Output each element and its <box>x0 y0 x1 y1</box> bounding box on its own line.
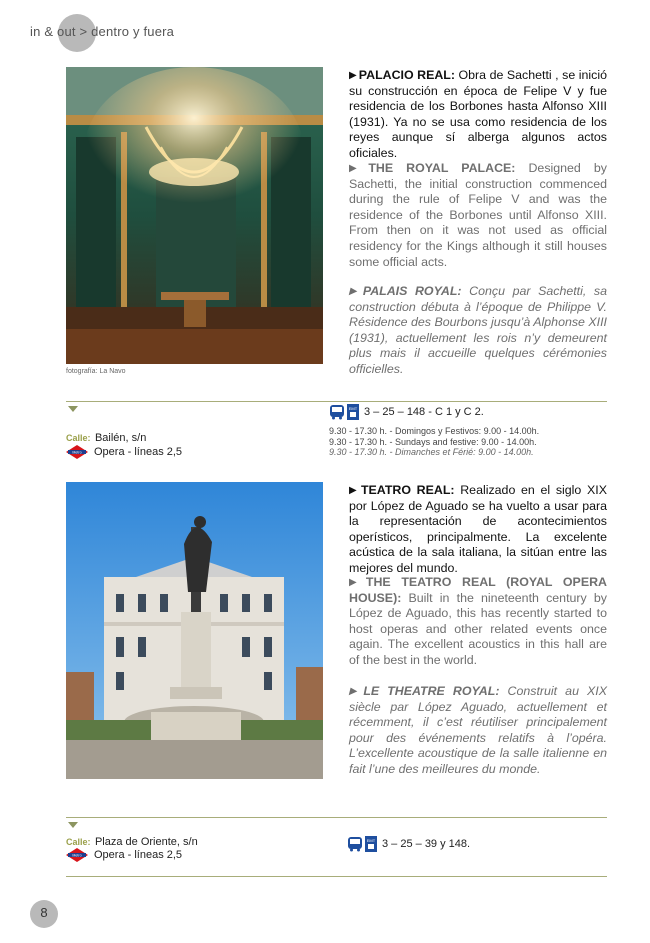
divider-rule <box>66 401 607 402</box>
svg-text:Metro: Metro <box>72 853 82 858</box>
theatre-royal-fr: ▶ LE THEATRE ROYAL: Construit au XIX siècle par López Aguado, actuellement et récemment, il c’est réutiliser principalement pour des événements relatifs à l’opéra. L’excellente acoustique de la salle italienne en fait l’une des meilleures du monde. <box>349 684 607 776</box>
svg-text:EMT: EMT <box>366 838 376 843</box>
opening-hours: 9.30 - 17.30 h. - Domingos y Festivos: 9.00 - 14.00h. 9.30 - 17.30 h. - Sundays and festive: 9.00 - 14.00h. 9.30 - 17.30 h. - Dimanches et Férié: 9.00 - 14.00h. <box>329 426 540 457</box>
divider-rule <box>66 817 607 818</box>
teatro-real-en: ▶ THE TEATRO REAL (ROYAL OPERA HOUSE): Built in the nineteenth century by López de Aguado, this has recently started to host operas and other related events once again. The excellent acoustics in this hall are of the best in the world. <box>349 575 607 667</box>
metro-row: Metro Opera - líneas 2,5 <box>66 848 182 862</box>
triangle-bullet-icon: ▶ <box>349 286 361 297</box>
metro-logo-icon <box>66 848 88 862</box>
palais-royal-fr: ▶ PALAIS ROYAL: Conçu par Sachetti, sa construction débuta à l’époque de Philippe V. Résidence des Bourbons jusqu’à Alphonse XIII (1931), actuellement les rois n’y demeurent plus mais il accueille quelques cérémonies officielles. <box>349 284 607 376</box>
bus-row: EMT 3 – 25 – 39 y 148. <box>347 836 470 852</box>
triangle-bullet-icon: ▶ <box>349 70 357 81</box>
svg-text:EMT: EMT <box>348 406 358 411</box>
photo-credit: fotografía: La Navo <box>66 368 126 375</box>
teatro-real-es: ▶ TEATRO REAL: Realizado en el siglo XIX por López de Aguado se ha vuelto a usar para la representación de acontecimientos operísticos, principalmente. La excelente acústica de la sala italiana, la sitúan entre las mejores del mundo. <box>349 483 607 575</box>
divider-rule <box>66 876 607 877</box>
triangle-bullet-icon: ▶ <box>349 485 359 496</box>
bus-row: EMT 3 – 25 – 148 - C 1 y C 2. <box>329 404 484 420</box>
triangle-bullet-icon: ▶ <box>349 686 362 697</box>
palace-photo <box>66 67 323 364</box>
bus-icon <box>347 836 363 852</box>
breadcrumb: in & out > dentro y fuera <box>30 24 175 39</box>
address-row: Calle: Plaza de Oriente, s/n <box>66 836 198 848</box>
metro-logo-icon <box>66 445 88 459</box>
emt-icon <box>365 836 377 852</box>
page-number: 8 <box>40 905 48 920</box>
emt-icon <box>347 404 359 420</box>
svg-text:Metro: Metro <box>72 450 82 455</box>
palacio-real-es: ▶ PALACIO REAL: Obra de Sachetti , se inició su construcción en época de Felipe V y fue residencia de los Borbones hasta Alfonso XIII (1931). Ya no se usa como residencia de los reyes aunque sí alberga algunos actos oficiales. <box>349 68 607 160</box>
triangle-bullet-icon: ▶ <box>349 577 364 588</box>
address-row: Calle: Bailén, s/n <box>66 432 147 444</box>
triangle-marker-icon <box>68 822 78 828</box>
triangle-bullet-icon: ▶ <box>349 163 367 174</box>
metro-row: Metro Opera - líneas 2,5 <box>66 445 182 459</box>
theatre-photo <box>66 482 323 779</box>
bus-icon <box>329 404 345 420</box>
royal-palace-en: ▶ THE ROYAL PALACE: Designed by Sachetti, the initial construction commenced during the rule of Felipe V and was the residence of the Borbones until Alfonso XIII. From then on it was not used as official residency for the Kings although it still houses some official acts. <box>349 161 607 269</box>
triangle-marker-icon <box>68 406 78 412</box>
